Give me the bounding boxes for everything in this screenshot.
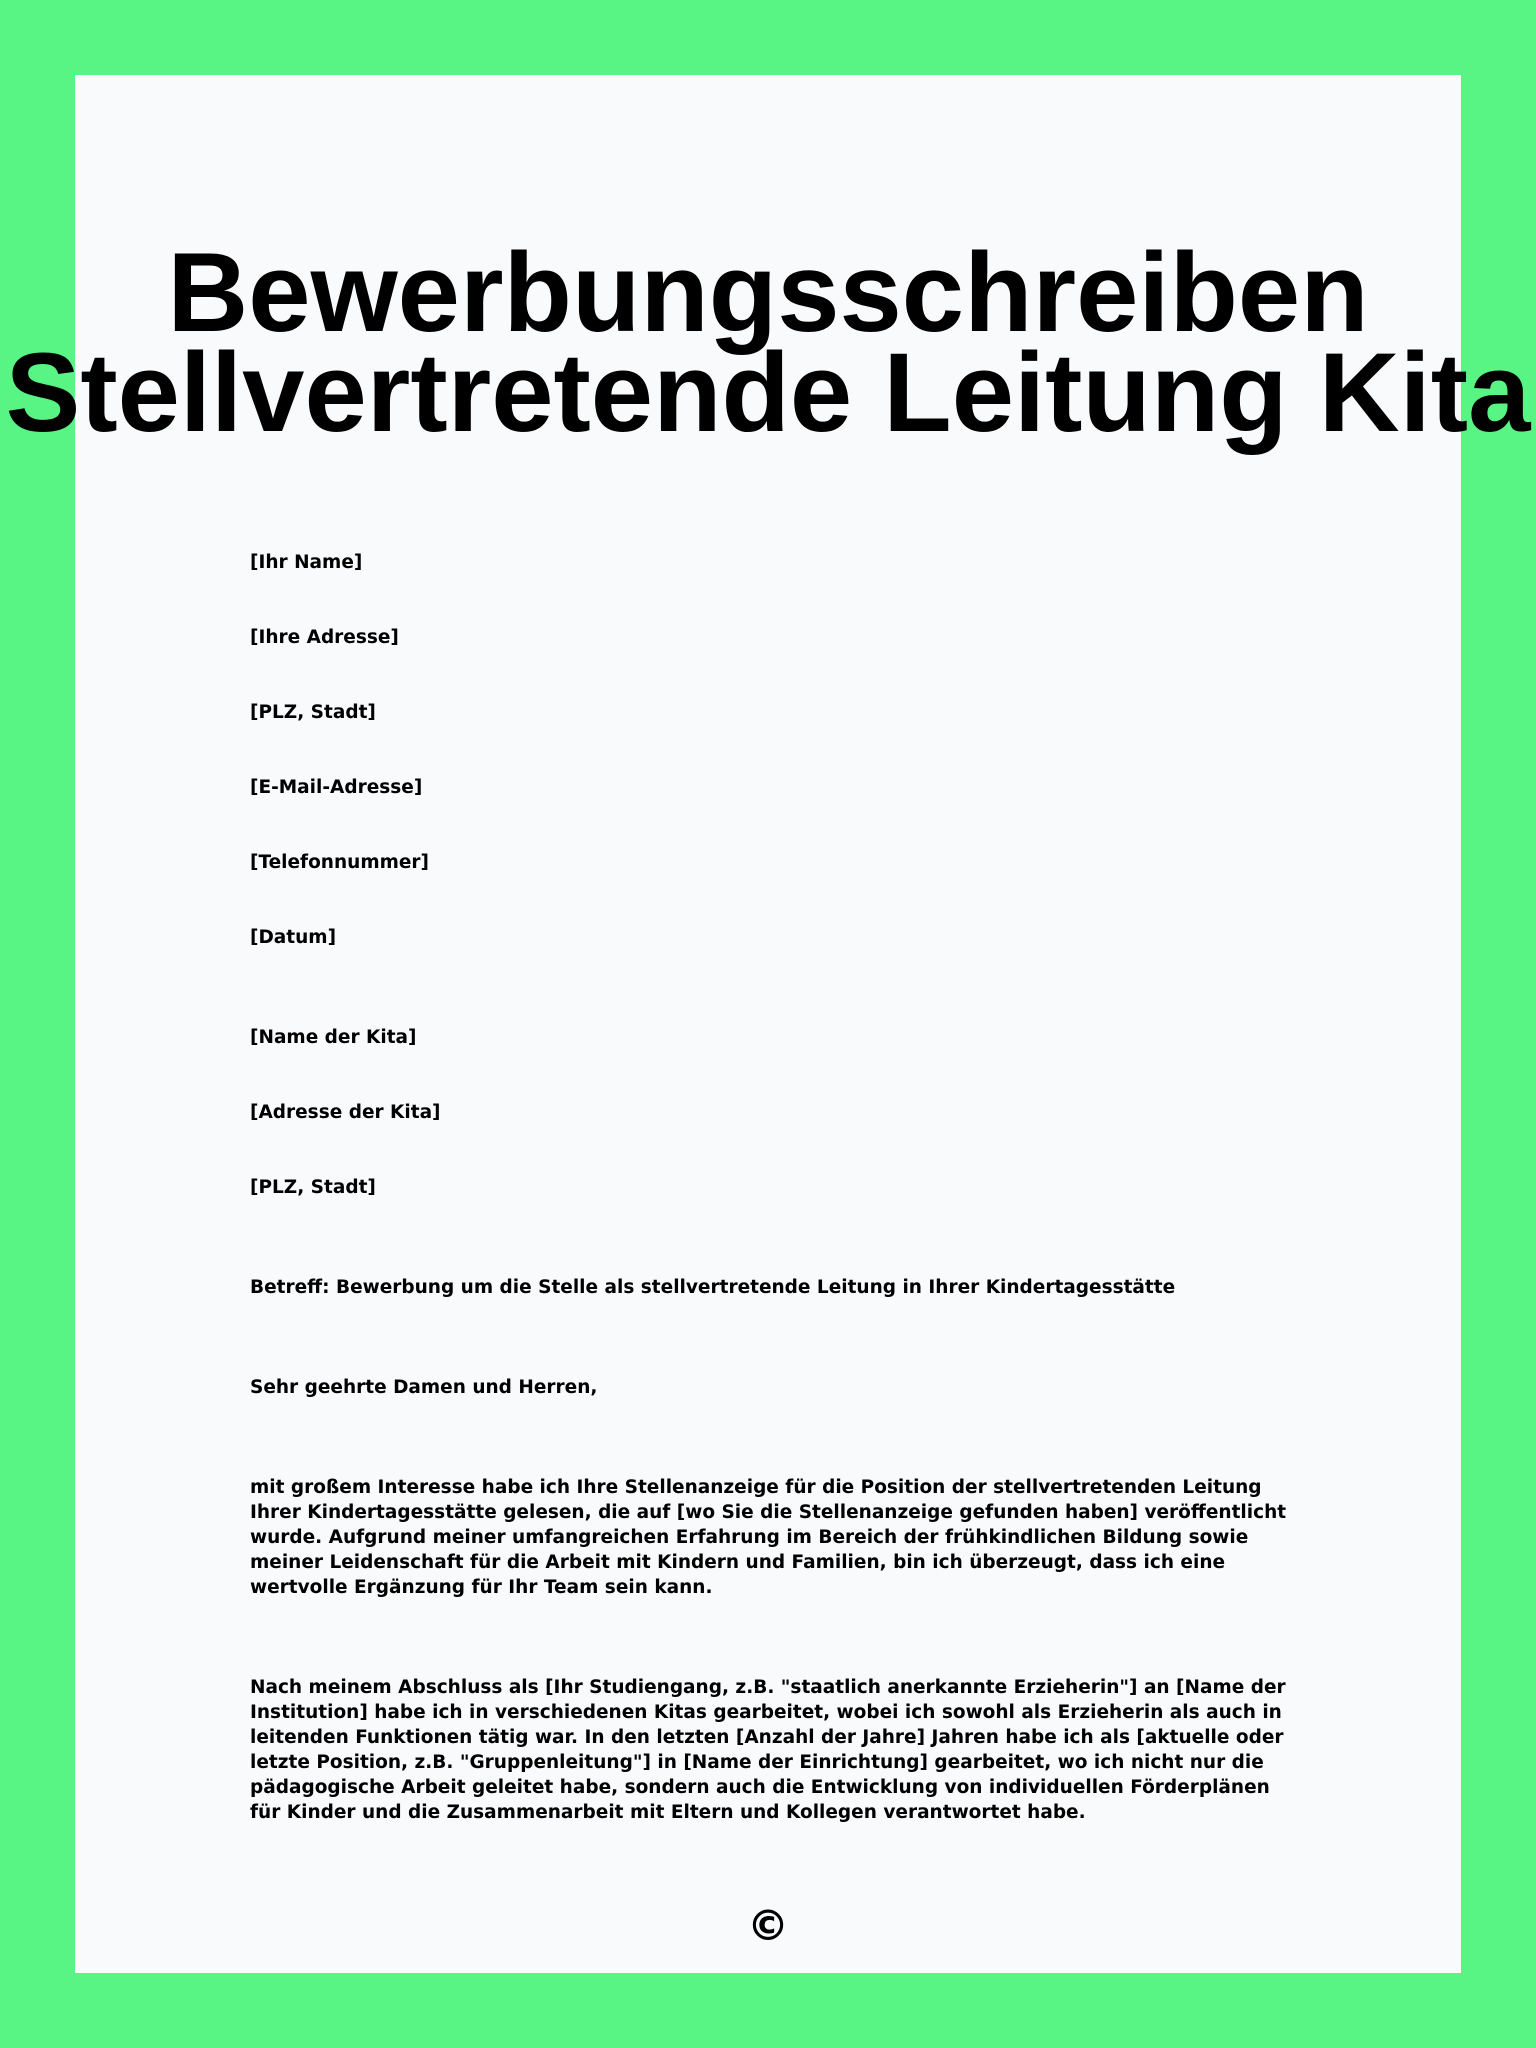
sender-phone: [Telefonnummer] bbox=[250, 852, 430, 873]
title-line-2: Stellvertretende Leitung Kita bbox=[5, 330, 1531, 455]
recipient-city: [PLZ, Stadt] bbox=[250, 1177, 376, 1198]
sender-email: [E-Mail-Adresse] bbox=[250, 777, 423, 798]
sender-address: [Ihre Adresse] bbox=[250, 627, 399, 648]
document-title bbox=[0, 230, 1536, 455]
letter-paragraph-2: Nach meinem Abschluss als [Ihr Studiengang, z.B. "staatlich anerkannte Erzieherin"] an [Name der Institution] habe ich in verschiedenen Kitas gearbeitet, wobei ich sowohl als Erzieherin als auch in leitenden Funktionen tätig war. In den letzten [Anzahl der Jahre] Jahren habe ich als [aktuelle oder letzte Position, z.B. "Gruppenleitung"] in [Name der Einrichtung] gearbeitet, wo ich nicht nur die pädagogische Arbeit geleitet habe, sondern auch die Entwicklung von individuellen Förderplänen für Kinder und die Zusammenarbeit mit Eltern und Kollegen verantwortet habe. bbox=[250, 1677, 1286, 1823]
title-line-1: Bewerbungsschreiben bbox=[167, 230, 1369, 355]
letter-paragraph-1: mit großem Interesse habe ich Ihre Stellenanzeige für die Position der stellvertretenden Leitung Ihrer Kindertagesstätte gelesen, die auf [wo Sie die Stellenanzeige gefunden haben] veröffentlicht wurde. Aufgrund meiner umfangreichen Erfahrung im Bereich der frühkindlichen Bildung sowie meiner Leidenschaft für die Arbeit mit Kindern und Familien, bin ich überzeugt, dass ich eine wertvolle Ergänzung für Ihr Team sein kann. bbox=[250, 1477, 1287, 1598]
recipient-name: [Name der Kita] bbox=[250, 1027, 417, 1048]
copyright-icon: © bbox=[747, 1901, 789, 1950]
recipient-address: [Adresse der Kita] bbox=[250, 1102, 441, 1123]
sender-name: [Ihr Name] bbox=[250, 552, 363, 573]
sender-city: [PLZ, Stadt] bbox=[250, 702, 376, 723]
letter-salutation: Sehr geehrte Damen und Herren, bbox=[250, 1377, 598, 1398]
letter-date: [Datum] bbox=[250, 927, 337, 948]
letter-subject: Betreff: Bewerbung um die Stelle als stellvertretende Leitung in Ihrer Kindertagesstätte bbox=[250, 1277, 1176, 1298]
